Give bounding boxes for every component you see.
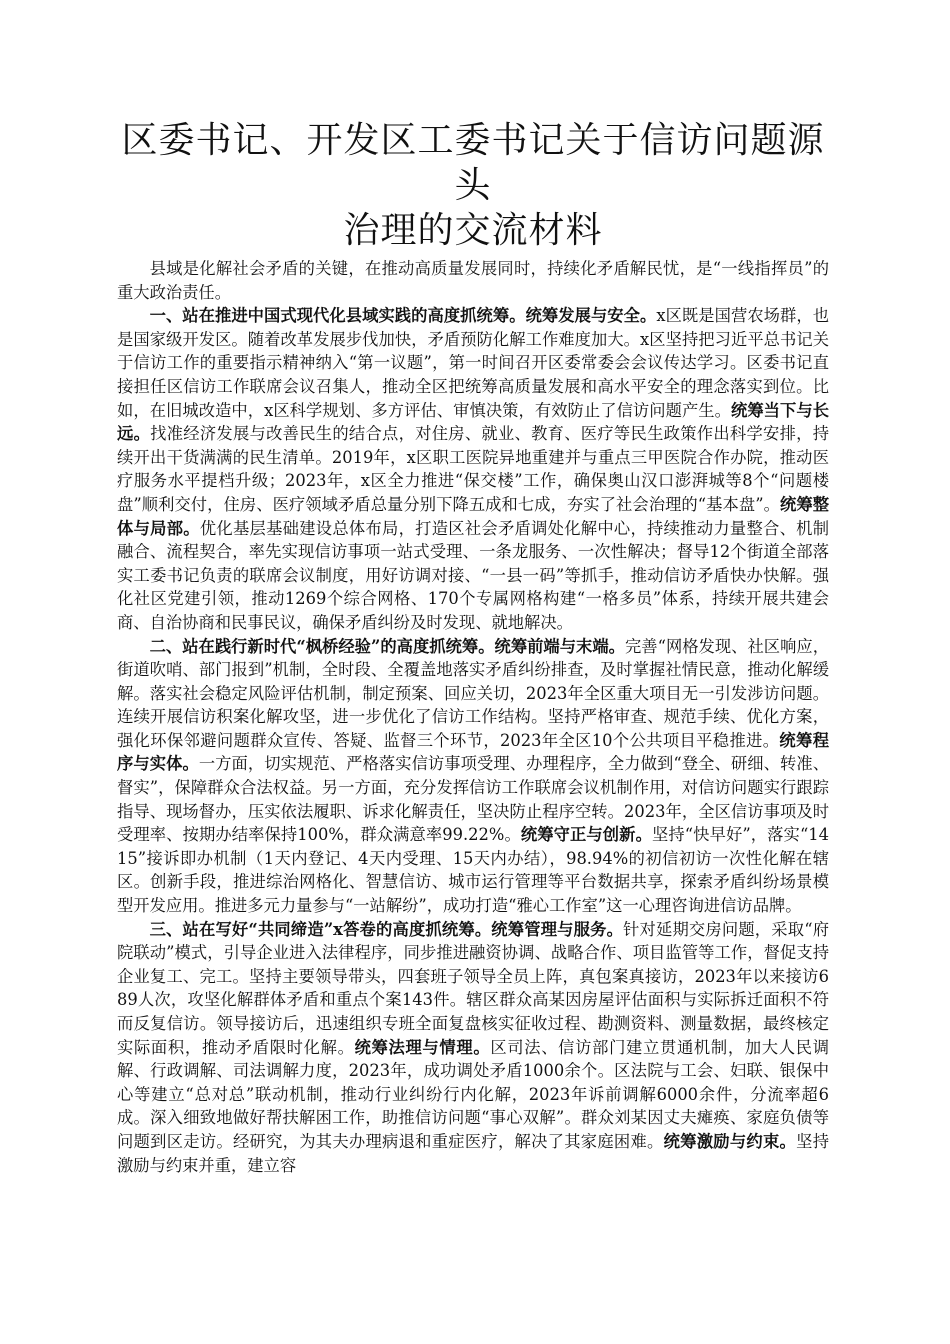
- intro-paragraph: 县域是化解社会矛盾的关键，在推动高质量发展同时，持续化矛盾解民忧，是“一线指挥员”的重大政治责任。: [117, 259, 829, 302]
- section-1-point-1-text: x区既是国营农场群，也是国家级开发区。随着改革发展步伐加快，矛盾预防化解工作难度加大。x区坚持把习近平总书记关于信访工作的重要指示精神纳入“第一议题”，第一时间召开区委常委会会议传达学习。区委书记直接担任区信访工作联席会议召集人，推动全区把统筹高质量发展和高水平安全的理念落实到位。比如，在旧城改造中，x区科学规划、多方评估、审慎决策，有效防止了信访问题产生。: [117, 306, 829, 420]
- section-1-point-2-title: 统筹当下与长远。: [117, 400, 829, 444]
- section-2-point-2-text: 一方面，切实规范、严格落实信访事项受理、办理程序，全力做到“登全、研细、转准、督实”，保障群众合法权益。另一方面，充分发挥信访工作联席会议机制作用，对信访问题实行跟踪指导、现场督办，压实依法履职、诉求化解责任，坚决防止程序空转。2023年，全区信访事项及时受理率、按期办结率保持100%，群众满意率99.22%。: [117, 754, 829, 845]
- document-title: [117, 118, 829, 253]
- section-3-point-3-text: 坚持激励与约束并重，建立容: [117, 1131, 829, 1175]
- section-1-point-1-title: 统筹发展与安全。: [525, 306, 657, 326]
- section-2-point-3-text: 坚持“快早好”，落实“1415”接诉即办机制（1天内登记、4天内受理、15天内办结），98.94%的初信初访一次性化解在辖区。创新手段，推进综治网格化、智慧信访、城市运行管理等平台数据共享，探索矛盾纠纷场景模型开发应用。推进多元力量参与“一站解纷”，成功打造“雅心工作室”这一心理咨询进信访品牌。: [117, 825, 829, 916]
- section-3-heading: 三、站在写好“共同缔造”x答卷的高度抓统筹。: [149, 919, 492, 939]
- section-2-point-1-text: 完善“网格发现、社区响应，街道吹哨、部门报到”机制，全时段、全覆盖地落实矛盾纠纷排查，及时掌握社情民意，推动化解缓解。落实社会稳定风险评估机制，制定预案、回应关切，2023年全区重大项目无一引发涉访问题。连续开展信访积案化解攻坚，进一步优化了信访工作结构。坚持严格审查、规范手续、优化方案，强化环保邻避问题群众宣传、答疑、监督三个环节，2023年全区10个公共项目平稳推进。: [117, 636, 829, 750]
- section-1-point-3-text: 优化基层基础建设总体布局，打造区社会矛盾调处化解中心，持续推动力量整合、机制融合、流程契合，率先实现信访事项一站式受理、一条龙服务、一次性解决；督导12个街道全部落实工委书记负责的联席会议制度，用好访调对接、“一县一码”等抓手，推动信访矛盾快办快解。强化社区党建引领，推动1269个综合网格、170个专属网格构建“一格多员”体系，持续开展共建会商、自治协商和民事民议，确保矛盾纠纷及时发现、就地解决。: [117, 518, 829, 632]
- document-page: [117, 118, 829, 1177]
- section-2-paragraph: [117, 635, 829, 918]
- document-body: [117, 257, 829, 1177]
- section-1-paragraph: [117, 304, 829, 634]
- section-3-point-2-text: 区司法、信访部门建立贯通机制，加大人民调解、行政调解、司法调解力度，2023年，成功调处矛盾1000余个。区法院与工会、妇联、银保中心等建立“总对总”联动机制，推动行业纠纷行内化解，2023年诉前调解6000余件，分流率超6成。深入细致地做好帮扶解困工作，助推信访问题“事心双解”。群众刘某因丈夫瘫痪、家庭负债等问题到区走访。经研究，为其夫办理病退和重症医疗，解决了其家庭困难。: [117, 1037, 829, 1151]
- section-2-point-1-title: 统筹前端与末端。: [494, 636, 625, 656]
- section-1-heading: 一、站在推进中国式现代化县域实践的高度抓统筹。: [149, 306, 526, 326]
- title-line-2: 治理的交流材料: [343, 210, 603, 251]
- section-2-heading: 二、站在践行新时代“枫桥经验”的高度抓统筹。: [149, 636, 495, 656]
- title-line-1: 区委书记、开发区工委书记关于信访问题源头: [121, 120, 825, 206]
- section-1-point-3-title: 统筹整体与局部。: [117, 494, 829, 538]
- section-3-point-1-title: 统筹管理与服务。: [491, 919, 624, 939]
- section-3-point-1-text: 针对延期交房问题，采取“府院联动”模式，引导企业进入法律程序，同步推进融资协调、战略合作、项目监管等工作，督促支持企业复工、完工。坚持主要领导带头，四套班子领导全员上阵，真包案真接访，2023年以来接访689人次，攻坚化解群体矛盾和重点个案143件。辖区群众高某因房屋评估面积与实际拆迁面积不符而反复信访。领导接访后，迅速组织专班全面复盘核实征收过程、勘测资料、测量数据，最终核定实际面积，推动矛盾限时化解。: [117, 919, 829, 1057]
- section-1-point-2-text: 找准经济发展与改善民生的结合点，对住房、就业、教育、医疗等民生政策作出科学安排，持续开出干货满满的民生清单。2019年，x区职工医院异地重建并与重点三甲医院合作办院，推动医疗服务水平提档升级；2023年，x区全力推进“保交楼”工作，确保奥山汉口澎湃城等8个“问题楼盘”顺利交付，住房、医疗领域矛盾总量分别下降五成和七成，夯实了社会治理的“基本盘”。: [117, 424, 829, 514]
- section-3-paragraph: [117, 918, 829, 1178]
- section-2-point-3-title: 统筹守正与创新。: [520, 825, 652, 845]
- section-3-point-3-title: 统筹激励与约束。: [663, 1131, 797, 1151]
- section-2-point-2-title: 统筹程序与实体。: [117, 730, 829, 774]
- section-3-point-2-title: 统筹法理与情理。: [354, 1037, 491, 1057]
